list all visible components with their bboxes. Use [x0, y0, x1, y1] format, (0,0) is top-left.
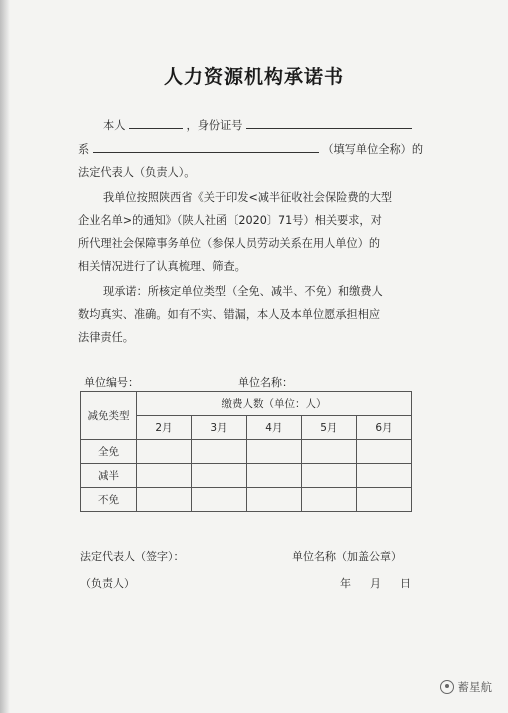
- paragraph-3-line-1: 现承诺：所核定单位类型（全免、减半、不免）和缴费人: [103, 285, 383, 298]
- day-label: 日: [400, 577, 411, 590]
- table-cell[interactable]: [191, 464, 246, 488]
- month-header: 5月: [301, 416, 356, 440]
- company-name-blank[interactable]: [93, 141, 319, 153]
- unit-seal-label: 单位名称（加盖公章）: [292, 550, 402, 563]
- month-header: 6月: [356, 416, 411, 440]
- table-row: [81, 440, 412, 464]
- declarant-line: [103, 117, 412, 133]
- company-line: [78, 141, 423, 157]
- month-header: 3月: [191, 416, 246, 440]
- type-header: 减免类型: [81, 392, 137, 440]
- table-cell[interactable]: [191, 488, 246, 512]
- table-cell[interactable]: [356, 464, 411, 488]
- paragraph-2-line-1: 我单位按照陕西省《关于印发<减半征收社会保险费的大型: [103, 191, 393, 204]
- table-row: [81, 488, 412, 512]
- table-cell[interactable]: [137, 440, 192, 464]
- unit-name-label: 单位名称：: [238, 376, 293, 389]
- table-cell[interactable]: [137, 488, 192, 512]
- month-label: 月: [370, 577, 381, 590]
- year-label: 年: [340, 577, 351, 590]
- row-label: 减半: [81, 464, 137, 488]
- id-number-label: ，身份证号: [186, 119, 243, 132]
- wechat-icon: [440, 680, 454, 694]
- responsible-person-label: （负责人）: [80, 577, 135, 590]
- id-number-blank[interactable]: [246, 117, 412, 129]
- table-cell[interactable]: [301, 464, 356, 488]
- watermark-text: 蓄星航: [457, 680, 492, 694]
- month-header: 4月: [246, 416, 301, 440]
- watermark: [440, 679, 493, 695]
- table-cell[interactable]: [246, 464, 301, 488]
- table-cell[interactable]: [301, 440, 356, 464]
- table-cell[interactable]: [356, 488, 411, 512]
- reduction-table: [80, 391, 412, 512]
- paragraph-3-line-3: 法律责任。: [78, 331, 134, 344]
- company-hint: （填写单位全称）的: [322, 143, 424, 156]
- legal-rep-signature-label: 法定代表人（签字）：: [80, 550, 185, 563]
- table-row: [81, 464, 412, 488]
- row-label: 不免: [81, 488, 137, 512]
- company-prefix: 系: [78, 143, 90, 156]
- table-cell[interactable]: [301, 488, 356, 512]
- paragraph-3-line-2: 数均真实、准确。如有不实、错漏，本人及本单位愿承担相应: [78, 308, 381, 321]
- table-cell[interactable]: [137, 464, 192, 488]
- document-title: 人力资源机构承诺书: [163, 66, 344, 88]
- table-cell[interactable]: [246, 488, 301, 512]
- month-header: 2月: [137, 416, 192, 440]
- table-cell[interactable]: [246, 440, 301, 464]
- paragraph-2-line-3: 所代理社会保障事务单位（参保人员劳动关系在用人单位）的: [78, 237, 381, 250]
- table-cell[interactable]: [191, 440, 246, 464]
- group-header: 缴费人数（单位：人）: [137, 392, 412, 416]
- declarant-label: 本人: [103, 119, 126, 132]
- paragraph-2-line-2: 企业名单>的通知》（陕人社函〔2020〕71号）相关要求，对: [78, 214, 382, 227]
- name-blank[interactable]: [129, 117, 183, 129]
- table-cell[interactable]: [356, 440, 411, 464]
- unit-number-label: 单位编号：: [84, 376, 139, 389]
- paragraph-2-line-4: 相关情况进行了认真梳理、筛查。: [78, 260, 246, 273]
- row-label: 全免: [81, 440, 137, 464]
- legal-rep-line: 法定代表人（负责人）。: [78, 166, 196, 179]
